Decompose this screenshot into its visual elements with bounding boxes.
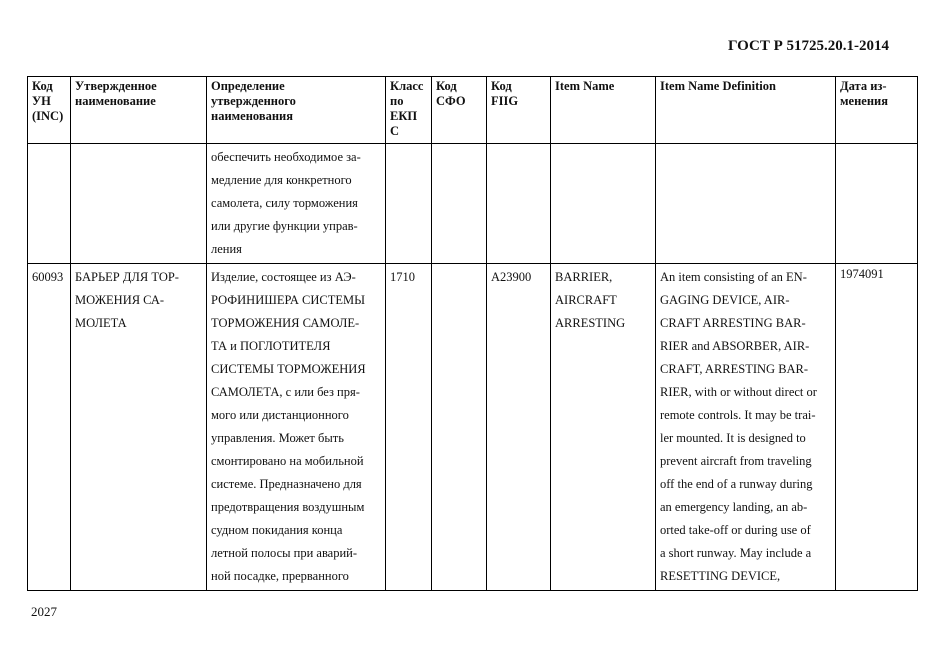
header-sfo bbox=[432, 77, 487, 144]
item-name-line: ARRESTING bbox=[555, 316, 626, 330]
item-definition-line: off the end of a runway during bbox=[660, 477, 813, 491]
header-fiig-line: Код bbox=[491, 79, 512, 93]
header-item-name-definition-line: Item Name Definition bbox=[660, 79, 776, 93]
cell-change-date bbox=[836, 264, 918, 591]
change-date: 1974091 bbox=[840, 267, 884, 281]
header-class-line: ЕКП bbox=[390, 109, 418, 123]
definition-line: СИСТЕМЫ ТОРМОЖЕНИЯ bbox=[211, 362, 366, 376]
fiig-code: A23900 bbox=[491, 270, 532, 284]
header-change-date-line: менения bbox=[840, 94, 888, 108]
header-inc-line: УН bbox=[32, 94, 51, 108]
definition-line: обеспечить необходимое за- bbox=[211, 150, 361, 164]
cell-approved-name bbox=[71, 264, 207, 591]
definition-line: предотвращения воздушным bbox=[211, 500, 365, 514]
cell-item-name-definition bbox=[656, 144, 836, 264]
cell-class bbox=[386, 144, 432, 264]
document-standard-header: ГОСТ Р 51725.20.1-2014 bbox=[727, 38, 889, 54]
item-name-line: BARRIER, bbox=[555, 270, 613, 284]
approved-name-line: МОЖЕНИЯ СА- bbox=[75, 293, 165, 307]
item-definition-line: prevent aircraft from traveling bbox=[660, 454, 812, 468]
item-definition-line: orted take-off or during use of bbox=[660, 523, 811, 537]
item-definition-line: CRAFT ARRESTING BAR- bbox=[660, 316, 806, 330]
cell-change-date bbox=[836, 144, 918, 264]
header-inc-line: (INC) bbox=[32, 109, 64, 123]
header-sfo-line: Код bbox=[436, 79, 457, 93]
item-definition-line: RIER and ABSORBER, AIR- bbox=[660, 339, 810, 353]
table-header-row bbox=[28, 77, 918, 144]
definition-line: ления bbox=[211, 242, 242, 256]
header-change-date-line: Дата из- bbox=[840, 79, 887, 93]
item-definition-line: An item consisting of an EN- bbox=[660, 270, 807, 284]
header-item-name-line: Item Name bbox=[555, 79, 615, 93]
header-sfo-line: СФО bbox=[436, 94, 466, 108]
definition-line: судном покидания конца bbox=[211, 523, 343, 537]
item-name-line: AIRCRAFT bbox=[555, 293, 617, 307]
header-inc bbox=[28, 77, 71, 144]
definition-line: ТОРМОЖЕНИЯ САМОЛЕ- bbox=[211, 316, 360, 330]
cell-inc bbox=[28, 264, 71, 591]
cell-class bbox=[386, 264, 432, 591]
header-class-line: по bbox=[390, 94, 404, 108]
cell-approved-name bbox=[71, 144, 207, 264]
cell-fiig bbox=[487, 264, 551, 591]
table-row bbox=[28, 264, 918, 591]
item-definition-line: CRAFT, ARRESTING BAR- bbox=[660, 362, 809, 376]
cell-item-name bbox=[551, 144, 656, 264]
page-number: 2027 bbox=[31, 604, 57, 619]
item-definition-line: RIER, with or without direct or bbox=[660, 385, 817, 399]
definition-line: РОФИНИШЕРА СИСТЕМЫ bbox=[211, 293, 365, 307]
cell-sfo bbox=[432, 264, 487, 591]
header-approved-name bbox=[71, 77, 207, 144]
inc-code: 60093 bbox=[32, 270, 64, 284]
header-definition-line: утвержденного bbox=[211, 94, 296, 108]
definition-line: самолета, силу торможения bbox=[211, 196, 358, 210]
item-definition-line: RESETTING DEVICE, bbox=[660, 569, 781, 583]
definition-line: Изделие, состоящее из АЭ- bbox=[211, 270, 356, 284]
definition-line: мого или дистанционного bbox=[211, 408, 349, 422]
item-definition-line: an emergency landing, an ab- bbox=[660, 500, 808, 514]
table-row bbox=[28, 144, 918, 264]
definition-line: ТА и ПОГЛОТИТЕЛЯ bbox=[211, 339, 331, 353]
header-change-date bbox=[836, 77, 918, 144]
definition-line: управления. Может быть bbox=[211, 431, 344, 445]
definition-line: летной полосы при аварий- bbox=[211, 546, 358, 560]
header-definition bbox=[207, 77, 386, 144]
definition-line: ной посадке, прерванного bbox=[211, 569, 349, 583]
definition-line: САМОЛЕТА, с или без пря- bbox=[211, 385, 360, 399]
cell-item-name bbox=[551, 264, 656, 591]
sfo-code bbox=[436, 266, 482, 289]
header-inc-line: Код bbox=[32, 79, 53, 93]
header-definition-line: Определение bbox=[211, 79, 285, 93]
header-class-line: Класс bbox=[390, 79, 424, 93]
header-definition-line: наименования bbox=[211, 109, 294, 123]
approved-name-line: МОЛЕТА bbox=[75, 316, 127, 330]
header-approved-name-line: наименование bbox=[75, 94, 156, 108]
catalog-table bbox=[27, 76, 918, 591]
definition-line: системе. Предназначено для bbox=[211, 477, 362, 491]
item-definition-line: GAGING DEVICE, AIR- bbox=[660, 293, 790, 307]
class-code: 1710 bbox=[390, 270, 415, 284]
header-item-name-definition bbox=[656, 77, 836, 144]
item-definition-line: ler mounted. It is designed to bbox=[660, 431, 806, 445]
item-definition-line: a short runway. May include a bbox=[660, 546, 812, 560]
item-definition-line: remote controls. It may be trai- bbox=[660, 408, 816, 422]
header-fiig-line: FIIG bbox=[491, 94, 519, 108]
header-item-name bbox=[551, 77, 656, 144]
cell-definition bbox=[207, 264, 386, 591]
cell-inc bbox=[28, 144, 71, 264]
cell-definition bbox=[207, 144, 386, 264]
cell-fiig bbox=[487, 144, 551, 264]
cell-sfo bbox=[432, 144, 487, 264]
cell-item-name-definition bbox=[656, 264, 836, 591]
definition-line: медление для конкретного bbox=[211, 173, 352, 187]
header-class-line: С bbox=[390, 124, 400, 138]
definition-line: или другие функции управ- bbox=[211, 219, 358, 233]
header-approved-name-line: Утвержденное bbox=[75, 79, 157, 93]
header-class bbox=[386, 77, 432, 144]
header-fiig bbox=[487, 77, 551, 144]
approved-name-line: БАРЬЕР ДЛЯ ТОР- bbox=[75, 270, 179, 284]
definition-line: смонтировано на мобильной bbox=[211, 454, 364, 468]
